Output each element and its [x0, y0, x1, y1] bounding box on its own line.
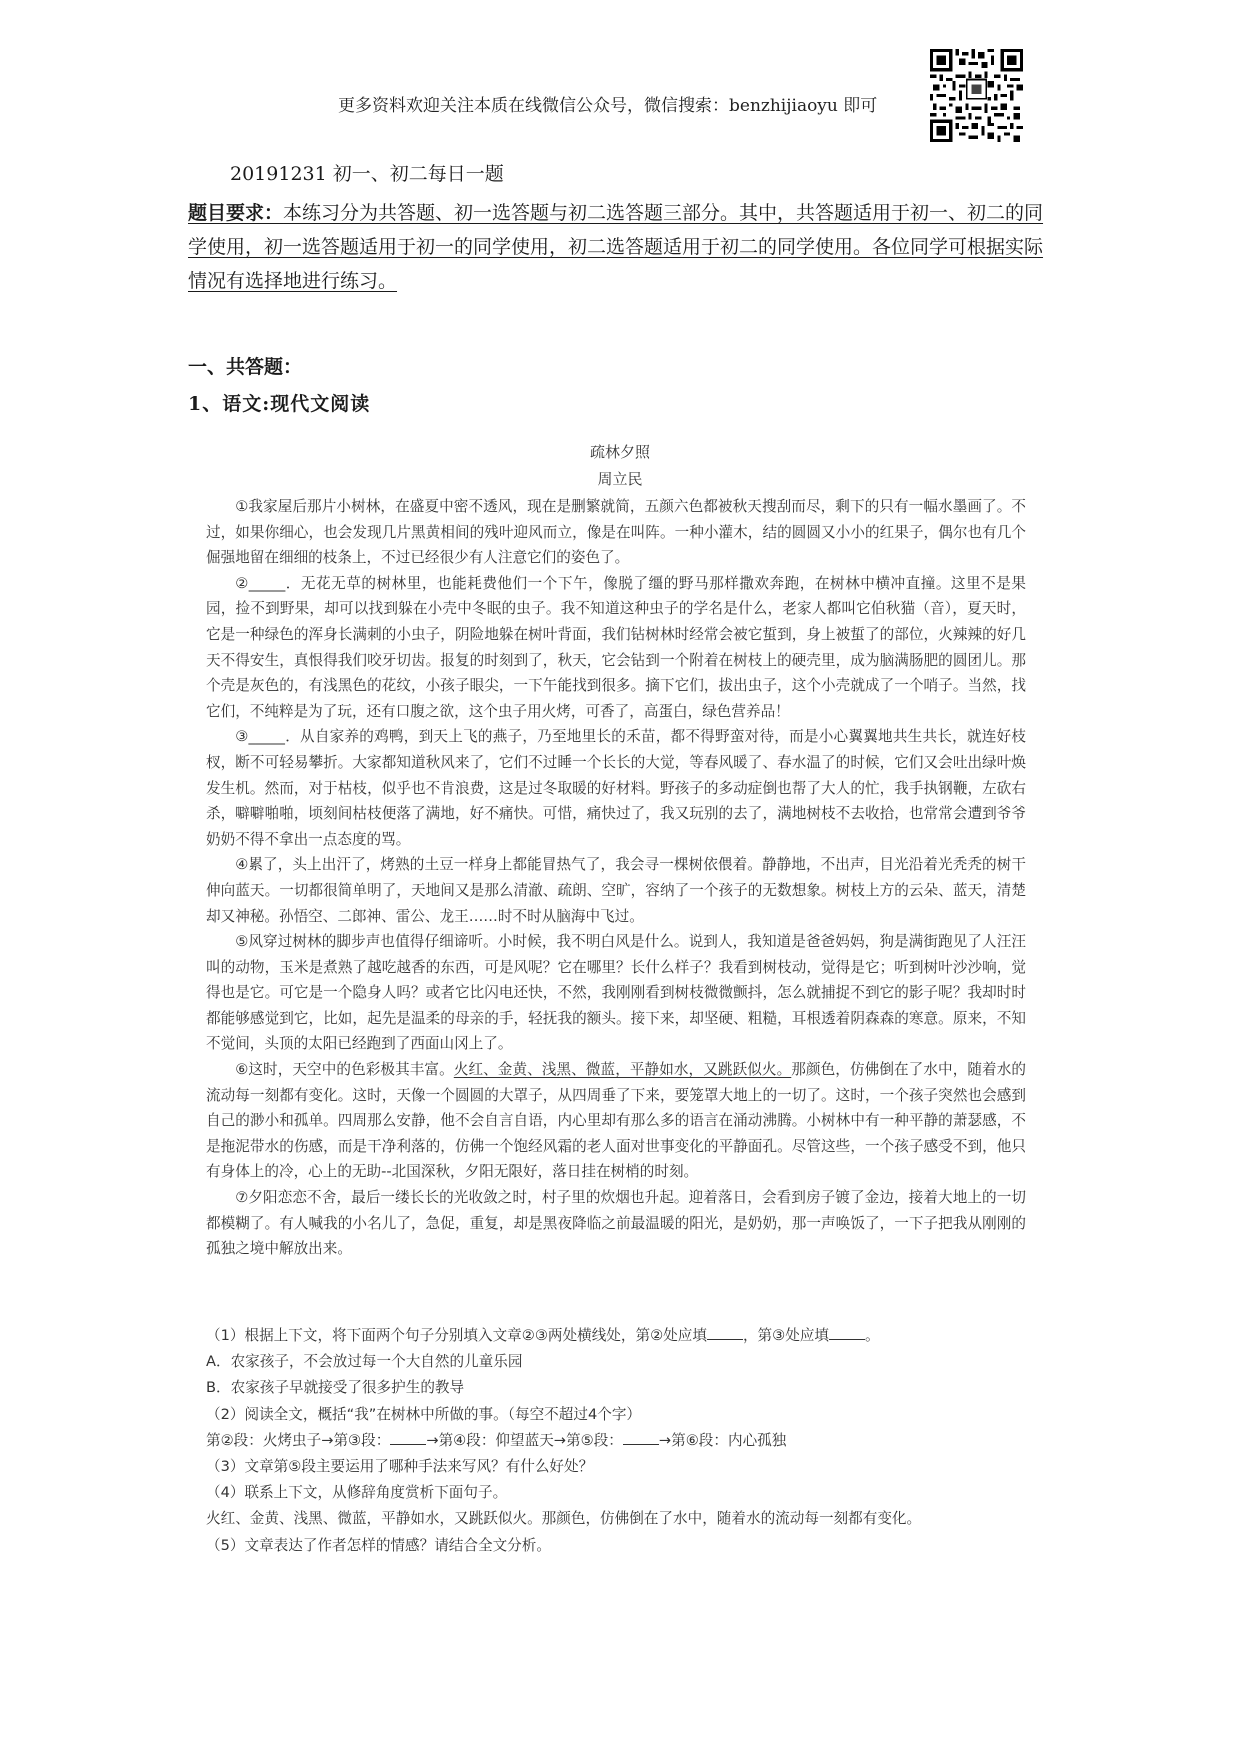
article-paragraph-3: ③_____．从自家养的鸡鸭，到天上飞的燕子，乃至地里长的禾苗，都不得野蛮对待，而是小心翼翼地共生共长，就连好枝杈，断不可轻易攀折。大家都知道秋风来了，它们不过睡一个长长的大觉，等春风暖了、春水温了的时候，它们又会吐出绿叶焕发生机。然而，对于枯枝，似乎也不肯浪费，这是过冬取暖的好材料。野孩子的多动症倒也帮了大人的忙，我手执钢鞭，左砍右杀，噼噼啪啪，顷刻间枯枝便落了满地，好不痛快。可惜，痛快过了，我又玩别的去了，满地树枝不去收拾，也常常会遭到爷爷奶奶不得不拿出一点态度的骂。 [206, 728, 1026, 848]
questions-block [206, 1323, 1026, 1559]
requirement-label: 题目要求： [188, 202, 284, 224]
article-paragraph-2: ②_____．无花无草的树林里，也能耗费他们一个下午，像脱了缰的野马那样撒欢奔跑，在树林中横冲直撞。这里不是果园，捡不到野果，却可以找到躲在小壳中冬眠的虫子。我不知道这种虫子的学名是什么，老家人都叫它伯秋猫（音），夏天时，它是一种绿色的浑身长满刺的小虫子，阴险地躲在树叶背面，我们钻树林时经常会被它蜇到，身上被蜇了的部位，火辣辣的好几天不得安生，真恨得我们咬牙切齿。报复的时刻到了，秋天，它会钻到一个附着在树枝上的硬壳里，成为脑满肠肥的圆团儿。那个壳是灰色的，有浅黑色的花纹，小孩子眼尖，一下午能找到很多。摘下它们，拔出虫子，这个小壳就成了一个哨子。当然，找它们，不纯粹是为了玩，还有口腹之欲，这个虫子用火烤，可香了，高蛋白，绿色营养品！ [206, 574, 1026, 720]
p6-underlined-sentence: 火红、金黄、浅黑、微蓝，平静如水，又跳跃似火。 [453, 1061, 792, 1079]
question-3: （3）文章第⑤段主要运用了哪种手法来写风？有什么好处？ [206, 1458, 594, 1476]
article-paragraph-1: ①我家屋后那片小树林，在盛夏中密不透风，现在是删繁就简，五颜六色都被秋天搜刮而尽，剩下的只有一幅水墨画了。不过，如果你细心，也会发现几片黑黄相间的残叶迎风而立，像是在叫阵。一种小灌木，结的圆圆又小小的红果子，偶尔也有几个倔强地留在细细的枝条上，不过已经很少有人注意它们的姿色了。 [206, 498, 1026, 567]
question-2: （2）阅读全文，概括“我”在树林中所做的事。（每空不超过4个字） [206, 1405, 642, 1423]
question-1 [206, 1323, 1026, 1349]
question-2-fill [206, 1428, 1026, 1454]
q2-fill-c: →第⑥段：内心孤独 [658, 1431, 787, 1449]
p6-lead: ⑥这时，天空中的色彩极其丰富。 [235, 1061, 454, 1079]
option-b: B．农家孩子早就接受了很多护生的教导 [206, 1379, 465, 1397]
q1-part-b: ，第③处应填 [742, 1327, 830, 1344]
article-paragraph-5: ⑤风穿过树林的脚步声也值得仔细谛听。小时候，我不明白风是什么。说到人，我知道是爸爸妈妈，狗是满街跑见了人汪汪叫的动物，玉米是煮熟了越吃越香的东西，可是风呢？它在哪里？长什么样子？我看到树枝动，觉得是它；听到树叶沙沙响，觉得也是它。可它是一个隐身人吗？或者它比闪电还快，不然，我刚刚看到树枝微微颤抖，怎么就捕捉不到它的影子呢？我却时时都能够感觉到它，比如，起先是温柔的母亲的手，轻抚我的额头。接下来，却坚硬、粗糙，耳根透着阴森森的寒意。原来，不知不觉间，头顶的太阳已经跑到了西面山冈上了。 [206, 933, 1026, 1053]
header-promo-text: 更多资料欢迎关注本质在线微信公众号，微信搜索：benzhijiaoyu 即可 [338, 96, 878, 116]
q1-part-c: 。 [865, 1327, 880, 1344]
requirement-text: 本练习分为共答题、初一选答题与初二选答题三部分。其中，共答题适用于初一、初二的同学使用，初一选答题适用于初一的同学使用，初二选答题适用于初二的同学使用。各位同学可根据实际情况有选择地进行练习。 [188, 202, 1044, 292]
q1-blank-3[interactable] [829, 1325, 865, 1340]
article-body [206, 494, 1026, 1262]
article-author: 周立民 [597, 470, 643, 488]
article-title: 疏林夕照 [589, 443, 650, 461]
subsection-heading: 1、语文:现代文阅读 [188, 393, 371, 415]
qr-code-icon [930, 49, 1023, 142]
section-heading: 一、共答题： [188, 356, 303, 378]
requirement-paragraph [188, 196, 1058, 298]
q2-blank-5[interactable] [623, 1430, 659, 1445]
article-paragraph-6 [206, 1057, 1026, 1185]
p6-rest: 那颜色，仿佛倒在了水中，随着水的流动每一刻都有变化。这时，天像一个圆圆的大罩子，从四周垂了下来，要笼罩大地上的一切了。这时，一个孩子突然也会感到自己的渺小和孤单。四周那么安静，他不会自言自语，内心里却有那么多的语言在涌动沸腾。小树林中有一种平静的萧瑟感，不是拖泥带水的伤感，而是干净利落的，仿佛一个饱经风霜的老人面对世事变化的平静面孔。尽管这些，一个孩子感受不到，他只有身体上的冷，心上的无助--北国深秋，夕阳无限好，落日挂在树梢的时刻。 [206, 1061, 1026, 1181]
q1-blank-2[interactable] [707, 1325, 743, 1340]
option-a: A．农家孩子，不会放过每一个大自然的儿童乐园 [206, 1353, 523, 1371]
q2-fill-b: →第④段：仰望蓝天→第⑤段： [426, 1431, 623, 1449]
q2-blank-3[interactable] [390, 1430, 426, 1445]
question-4-sentence: 火红、金黄、浅黑、微蓝，平静如水，又跳跃似火。那颜色，仿佛倒在了水中，随着水的流动每一刻都有变化。 [206, 1510, 922, 1528]
question-4: （4）联系上下文，从修辞角度赏析下面句子。 [206, 1484, 508, 1502]
article-paragraph-4: ④累了，头上出汗了，烤熟的土豆一样身上都能冒热气了，我会寻一棵树依偎着。静静地，不出声，目光沿着光秃秃的树干伸向蓝天。一切都很简单明了，天地间又是那么清澈、疏朗、空旷，容纳了一个孩子的无数想象。树枝上方的云朵、蓝天，清楚却又神秘。孙悟空、二郎神、雷公、龙王……时不时从脑海中飞过。 [206, 856, 1026, 925]
q1-part-a: （1）根据上下文，将下面两个句子分别填入文章②③两处横线处，第②处应填 [206, 1327, 707, 1344]
q2-fill-a: 第②段：火烤虫子→第③段： [206, 1431, 391, 1449]
question-5: （5）文章表达了作者怎样的情感？请结合全文分析。 [206, 1536, 551, 1554]
doc-title: 20191231 初一、初二每日一题 [230, 163, 504, 185]
article-paragraph-7: ⑦夕阳恋恋不舍，最后一缕长长的光收敛之时，村子里的炊烟也升起。迎着落日，会看到房子镀了金边，接着大地上的一切都模糊了。有人喊我的小名儿了，急促，重复，却是黑夜降临之前最温暖的阳光，是奶奶，那一声唤饭了，一下子把我从刚刚的孤独之境中解放出来。 [206, 1189, 1026, 1258]
